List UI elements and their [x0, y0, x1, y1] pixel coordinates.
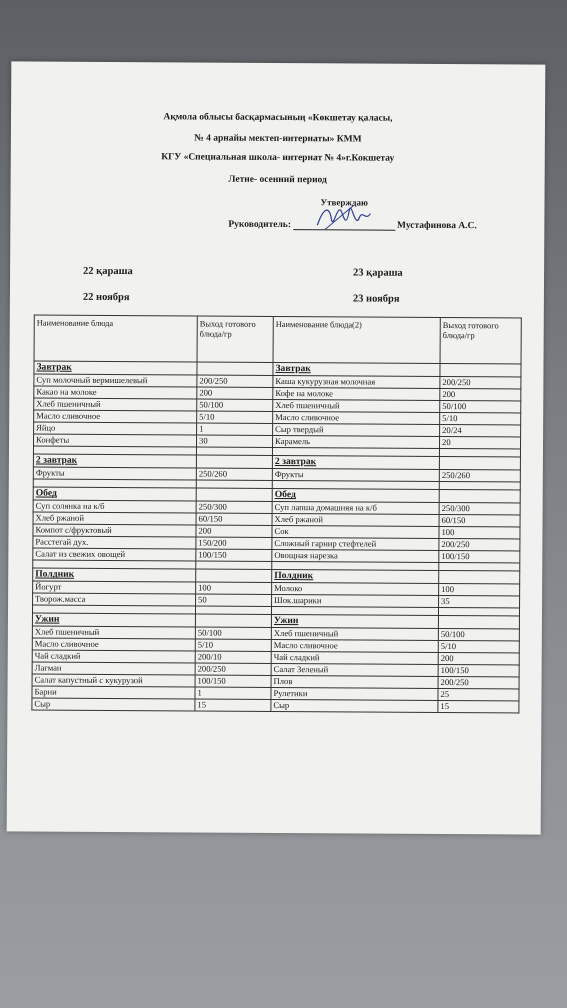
section-cell: [272, 455, 439, 469]
portion-left: 50/100: [197, 399, 273, 411]
date-left-ru: 22 ноября: [82, 291, 130, 304]
dish-name-right: Сок: [272, 525, 439, 538]
head-name: Мустафинова А.С.: [396, 220, 477, 232]
approval-label: Утверждаю: [320, 197, 368, 208]
dish-name-right: Суп лапша домашняя на к/б: [272, 501, 439, 514]
portion-right: 200/250: [440, 377, 521, 389]
dish-name-left: Салат капустный с кукурузой: [32, 674, 195, 687]
portion-left: 15: [195, 699, 271, 711]
section-cell: [272, 488, 439, 502]
section-cell: [34, 361, 197, 375]
header-dish-name-2: Наименование блюда(2): [273, 316, 440, 363]
dish-name-right: Салат Зеленый: [271, 663, 438, 676]
dish-name-left: Йогурт: [33, 581, 196, 594]
empty-cell: [439, 489, 520, 502]
empty-cell: [195, 614, 271, 627]
portion-right: 250/260: [439, 469, 520, 481]
dish-name-right: Сыр: [271, 699, 438, 712]
dish-name-left: Масло сливочное: [34, 410, 197, 423]
dish-name-right: Шок.шарики: [272, 594, 439, 607]
dish-name-right: Хлеб ржаной: [272, 513, 439, 526]
header-line-kz-region: Ақмола облысы басқармасының «Көкшетау қаласы,: [163, 112, 393, 124]
section-cell: [33, 487, 196, 501]
dish-name-left: Суп солянка на к/б: [33, 500, 196, 513]
portion-left: 5/10: [197, 411, 273, 423]
dish-name-right: Хлеб пшеничный: [273, 399, 440, 412]
dish-name-right: Молоко: [272, 582, 439, 595]
dish-name-right: Каша кукурузная молочная: [273, 375, 440, 388]
dish-name-left: Салат из свежих овощей: [33, 548, 196, 561]
dish-name-right: Плов: [271, 675, 438, 688]
portion-right: 100/150: [439, 550, 520, 562]
dish-name-right: Масло сливочное: [273, 411, 440, 424]
portion-left: 1: [195, 687, 271, 699]
portion-left: 60/150: [196, 513, 272, 525]
table-row: [32, 698, 519, 713]
portion-left: 250/300: [196, 501, 272, 513]
portion-left: 1: [197, 423, 273, 435]
date-left-kz: 22 қараша: [83, 265, 133, 278]
dish-name-left: Яйцо: [34, 422, 197, 435]
portion-right: 5/10: [440, 412, 521, 424]
section-cell: [32, 613, 195, 627]
header-portion: Выход готового блюда/гр: [197, 316, 273, 362]
portion-left: 50/100: [195, 627, 271, 639]
empty-cell: [196, 455, 272, 468]
portion-left: 50: [196, 594, 272, 606]
dish-name-left: Барни: [32, 686, 195, 699]
season-label: Летне- осенний период: [228, 174, 327, 186]
empty-cell: [440, 364, 521, 377]
portion-right: 200/250: [438, 676, 519, 688]
portion-left: 250/260: [196, 468, 272, 480]
portion-left: 30: [197, 435, 273, 447]
dish-name-left: Хлеб ржаной: [33, 512, 196, 525]
dish-name-right: Масло сливочное: [271, 639, 438, 652]
dish-name-right: Овощная нарезка: [272, 549, 439, 562]
portion-right: 5/10: [438, 640, 519, 652]
menu-table: [31, 315, 521, 714]
header-line-ru-school: КГУ «Специальная школа- интернат № 4»г.Кокшетау: [161, 152, 395, 164]
date-right-ru: 23 ноября: [352, 293, 400, 305]
section-title-right: Обед: [274, 489, 296, 501]
section-title-right: 2 завтрак: [274, 456, 317, 468]
portion-right: 50/100: [438, 628, 519, 640]
dish-name-left: Компот с/фруктовый: [33, 524, 196, 537]
portion-left: 200/10: [195, 651, 271, 663]
portion-right: 60/150: [439, 514, 520, 526]
dish-name-right: Кофе на молоке: [273, 387, 440, 400]
header-dish-name: Наименование блюда: [34, 315, 197, 362]
dish-name-left: Хлеб пшеничный: [32, 626, 195, 639]
portion-right: 35: [439, 595, 520, 607]
section-title-left: Завтрак: [36, 361, 72, 373]
section-title-left: Обед: [35, 487, 57, 499]
empty-cell: [439, 570, 520, 583]
portion-left: 100: [196, 582, 272, 594]
section-title-right: Ужин: [273, 615, 299, 627]
dish-name-left: Творож.масса: [33, 593, 196, 606]
portion-right: 100/150: [438, 664, 519, 676]
portion-right: 200: [440, 388, 521, 400]
signature-row: [228, 219, 477, 232]
dish-name-right: Сыр твердый: [273, 423, 440, 436]
section-title-left: Ужин: [34, 613, 60, 625]
portion-right: 20/24: [440, 424, 521, 436]
dish-name-left: Лагман: [32, 662, 195, 675]
dish-name-left: Какао на молоке: [34, 386, 197, 399]
portion-right: 15: [438, 700, 519, 712]
dish-name-right: Хлеб пшеничный: [271, 627, 438, 640]
empty-cell: [438, 615, 519, 628]
empty-cell: [196, 488, 272, 501]
portion-right: 250/300: [439, 502, 520, 514]
portion-left: 200: [196, 525, 272, 537]
section-cell: [33, 568, 196, 582]
dish-name-left: Масло сливочное: [32, 638, 195, 651]
portion-left: 150/200: [196, 537, 272, 549]
portion-left: 200: [197, 387, 273, 399]
dish-name-left: Фрукты: [33, 467, 196, 480]
section-cell: [33, 454, 196, 468]
header-portion-2: Выход готового блюда/гр: [440, 318, 521, 364]
portion-left: 100/150: [196, 549, 272, 561]
empty-cell: [439, 456, 520, 469]
dish-name-left: Чай сладкий: [32, 650, 195, 663]
dish-name-left: Хлеб пшеничный: [34, 398, 197, 411]
date-right-kz: 23 қараша: [353, 267, 403, 279]
dish-name-left: Сыр: [32, 698, 195, 711]
portion-right: 100: [439, 583, 520, 595]
signature-line: [293, 219, 395, 231]
portion-right: 200: [438, 652, 519, 664]
portion-left: 5/10: [195, 639, 271, 651]
head-label: Руководитель:: [228, 219, 292, 231]
dish-name-left: Суп молочный вермишелевый: [34, 374, 197, 387]
table-header-row: [34, 315, 521, 364]
dish-name-left: Расстегай дух.: [33, 536, 196, 549]
empty-cell: [196, 569, 272, 582]
section-cell: [272, 569, 439, 583]
portion-right: 100: [439, 526, 520, 538]
dish-name-right: Чай сладкий: [271, 651, 438, 664]
portion-left: 200/250: [195, 663, 271, 675]
portion-right: 20: [440, 436, 521, 448]
section-title-left: Полдник: [35, 568, 75, 580]
portion-right: 200/250: [439, 538, 520, 550]
document-page: [7, 61, 546, 834]
dish-name-left: Конфеты: [34, 434, 197, 447]
dish-name-right: Сложный гарнир стефтелей: [272, 537, 439, 550]
handwritten-signature: [313, 199, 373, 233]
portion-right: 25: [438, 688, 519, 700]
section-title-left: 2 завтрак: [35, 454, 78, 466]
section-title-right: Завтрак: [275, 363, 311, 375]
portion-right: 50/100: [440, 400, 521, 412]
dish-name-right: Фрукты: [272, 468, 439, 481]
portion-left: 200/250: [197, 375, 273, 387]
section-title-right: Полдник: [274, 570, 314, 582]
portion-left: 100/150: [195, 675, 271, 687]
section-cell: [271, 614, 438, 628]
dish-name-right: Карамель: [273, 435, 440, 448]
empty-cell: [197, 362, 273, 375]
dish-name-right: Рулетики: [271, 687, 438, 700]
section-cell: [273, 362, 440, 376]
header-line-kz-school: № 4 арнайы мектеп-интернаты» КММ: [194, 133, 362, 145]
